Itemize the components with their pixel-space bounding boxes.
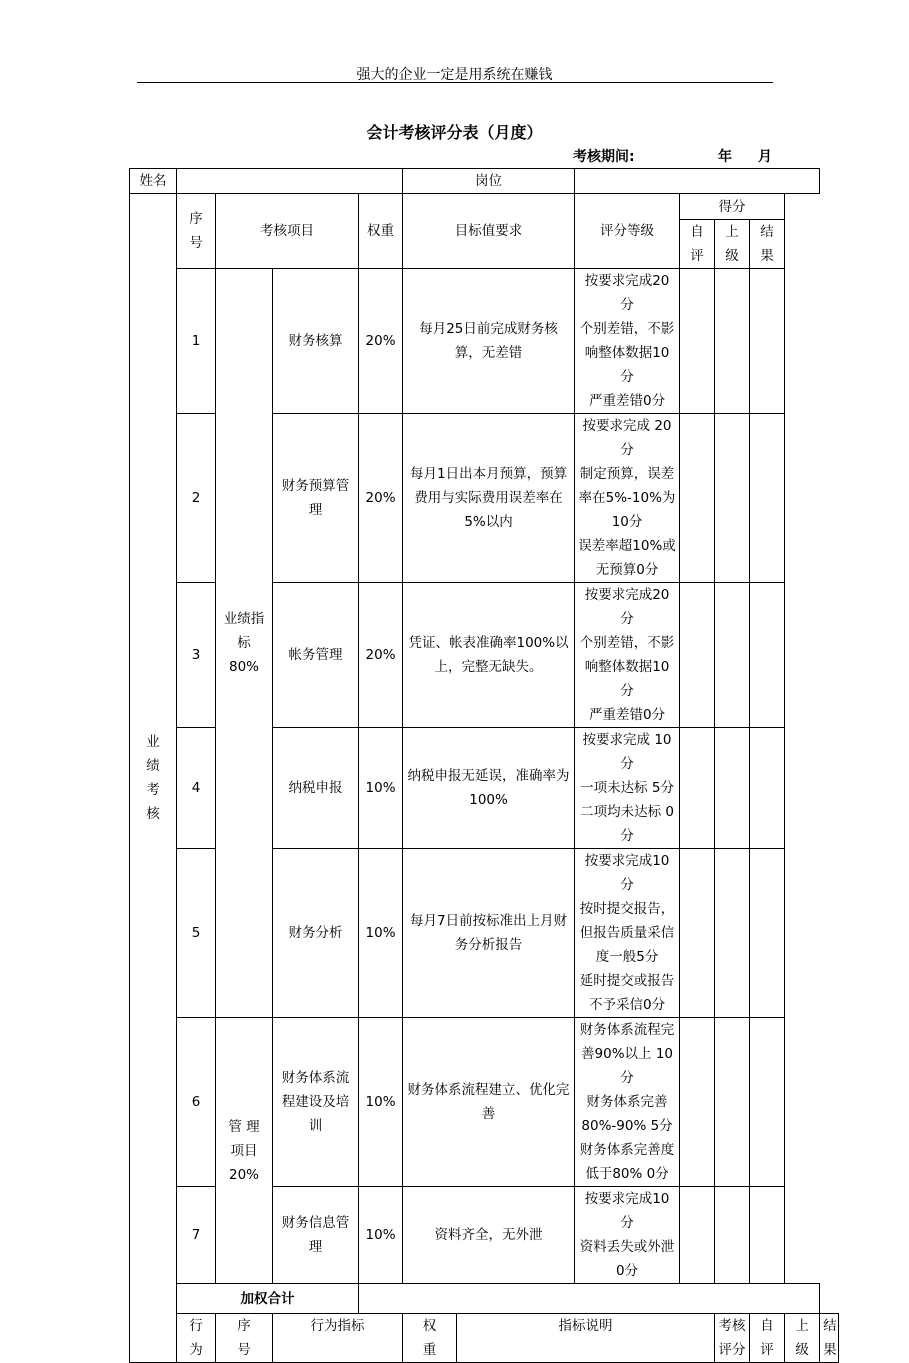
- row-seq: 5: [177, 849, 216, 1018]
- row-grading: 按要求完成 20分 制定预算，误差率在5%-10%为 10分 误差率超10%或无预算0分: [575, 414, 680, 583]
- col-header-superior: 上级: [715, 220, 750, 269]
- row-target: 每月25日前完成财务核算，无差错: [403, 269, 575, 414]
- row-seq: 2: [177, 414, 216, 583]
- behavior-col-indicator: 行为指标: [273, 1314, 403, 1363]
- col-header-score: 得分: [680, 194, 785, 220]
- row-self-score[interactable]: [680, 583, 715, 728]
- col-header-grading: 评分等级: [575, 194, 680, 269]
- row-grading: 财务体系流程完善90%以上 10分 财务体系完善80%-90% 5分 财务体系完善度低于80% 0分: [575, 1018, 680, 1187]
- behavior-col-result: 结果: [820, 1314, 839, 1363]
- row-weight: 20%: [359, 414, 403, 583]
- behavior-col-superior: 上级: [785, 1314, 820, 1363]
- row-weight: 10%: [359, 728, 403, 849]
- group-label-performance: 业绩指标80%: [216, 269, 273, 1018]
- evaluation-table: [129, 168, 839, 1363]
- row-self-score[interactable]: [680, 414, 715, 583]
- row-result-score[interactable]: [750, 849, 785, 1018]
- row-item: 财务信息管理: [273, 1187, 359, 1284]
- row-superior-score[interactable]: [715, 269, 750, 414]
- behavior-col-weight: 权重: [403, 1314, 457, 1363]
- row-item: 纳税申报: [273, 728, 359, 849]
- row-weight: 10%: [359, 1018, 403, 1187]
- row-seq: 4: [177, 728, 216, 849]
- name-label: 姓名: [130, 169, 177, 194]
- col-header-target: 目标值要求: [403, 194, 575, 269]
- period-label: 考核期间:: [573, 149, 635, 165]
- period-month: 月: [758, 149, 772, 165]
- section-label-performance: 业绩考核: [130, 194, 177, 1363]
- row-target: 凭证、帐表准确率100%以上，完整无缺失。: [403, 583, 575, 728]
- table-row: [130, 269, 839, 414]
- row-weight: 20%: [359, 583, 403, 728]
- header-text: 强大的企业一定是用系统在赚钱: [356, 67, 553, 83]
- row-target: 财务体系流程建立、优化完善: [403, 1018, 575, 1187]
- col-header-item: 考核项目: [216, 194, 359, 269]
- row-item: 财务分析: [273, 849, 359, 1018]
- row-self-score[interactable]: [680, 849, 715, 1018]
- row-target: 纳税申报无延误，准确率为100%: [403, 728, 575, 849]
- row-weight: 10%: [359, 1187, 403, 1284]
- behavior-col-score: 考核评分: [715, 1314, 750, 1363]
- row-item: 财务体系流程建设及培训: [273, 1018, 359, 1187]
- row-superior-score[interactable]: [715, 1187, 750, 1284]
- row-result-score[interactable]: [750, 583, 785, 728]
- row-seq: 1: [177, 269, 216, 414]
- row-grading: 按要求完成10分 资料丢失或外泄0分: [575, 1187, 680, 1284]
- row-self-score[interactable]: [680, 1018, 715, 1187]
- row-superior-score[interactable]: [715, 414, 750, 583]
- group-label-management: 管 理项目20%: [216, 1018, 273, 1284]
- row-result-score[interactable]: [750, 728, 785, 849]
- header-rule: [137, 82, 773, 83]
- row-seq: 3: [177, 583, 216, 728]
- row-superior-score[interactable]: [715, 849, 750, 1018]
- row-result-score[interactable]: [750, 1187, 785, 1284]
- col-header-seq: 序号: [177, 194, 216, 269]
- row-grading: 按要求完成20分 个别差错，不影响整体数据10分 严重差错0分: [575, 269, 680, 414]
- row-weight: 10%: [359, 849, 403, 1018]
- row-result-score[interactable]: [750, 1018, 785, 1187]
- row-item: 财务预算管理: [273, 414, 359, 583]
- col-header-self: 自评: [680, 220, 715, 269]
- row-self-score[interactable]: [680, 1187, 715, 1284]
- section-label-behavior: 行为: [177, 1314, 216, 1363]
- total-row: [130, 1284, 839, 1314]
- row-target: 资料齐全，无外泄: [403, 1187, 575, 1284]
- row-weight: 20%: [359, 269, 403, 414]
- row-superior-score[interactable]: [715, 583, 750, 728]
- behavior-col-self: 自评: [750, 1314, 785, 1363]
- row-result-score[interactable]: [750, 414, 785, 583]
- row-target: 每月1日出本月预算，预算费用与实际费用误差率在5%以内: [403, 414, 575, 583]
- row-grading: 按要求完成20分 个别差错，不影响整体数据10分 严重差错0分: [575, 583, 680, 728]
- position-field[interactable]: [575, 169, 820, 194]
- row-item: 帐务管理: [273, 583, 359, 728]
- row-seq: 7: [177, 1187, 216, 1284]
- row-superior-score[interactable]: [715, 728, 750, 849]
- row-grading: 按要求完成 10分 一项未达标 5分 二项均未达标 0分: [575, 728, 680, 849]
- row-result-score[interactable]: [750, 269, 785, 414]
- position-label: 岗位: [403, 169, 575, 194]
- table-row: [130, 1018, 839, 1187]
- col-header-result: 结果: [750, 220, 785, 269]
- document-title: 会计考核评分表（月度）: [366, 123, 543, 142]
- behavior-col-desc: 指标说明: [457, 1314, 715, 1363]
- row-superior-score[interactable]: [715, 1018, 750, 1187]
- row-seq: 6: [177, 1018, 216, 1187]
- col-header-weight: 权重: [359, 194, 403, 269]
- row-item: 财务核算: [273, 269, 359, 414]
- row-self-score[interactable]: [680, 728, 715, 849]
- behavior-header-row: [130, 1314, 839, 1363]
- total-label: 加权合计: [177, 1284, 359, 1314]
- row-grading: 按要求完成10分 按时提交报告，但报告质量采信度一般5分 延时提交或报告不予采信0分: [575, 849, 680, 1018]
- assessment-period: [573, 146, 772, 166]
- period-year: 年: [718, 149, 732, 165]
- row-target: 每月7日前按标准出上月财务分析报告: [403, 849, 575, 1018]
- row-self-score[interactable]: [680, 269, 715, 414]
- behavior-col-seq: 序号: [216, 1314, 273, 1363]
- name-field[interactable]: [177, 169, 403, 194]
- total-value[interactable]: [359, 1284, 820, 1314]
